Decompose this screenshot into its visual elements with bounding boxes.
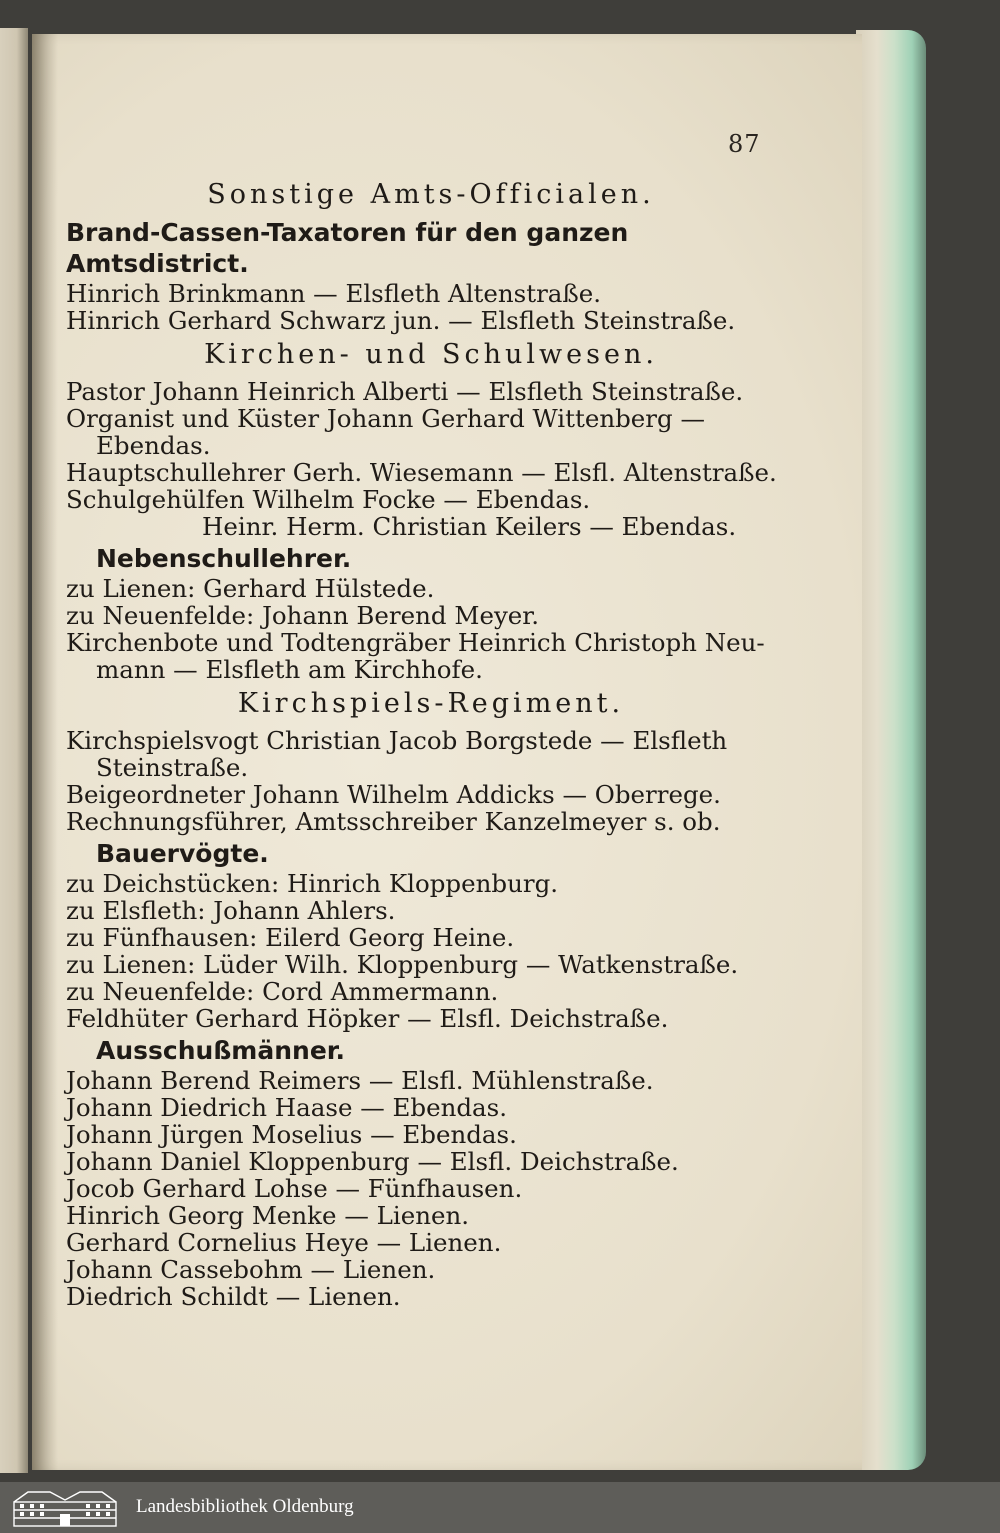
ausschussmaenner-heading: Ausschußmänner. <box>96 1036 346 1065</box>
text-line: Beigeordneter Johann Wilhelm Addicks — Oberrege. <box>66 780 721 809</box>
text-line: Organist und Küster Johann Gerhard Wittenberg — <box>66 404 705 433</box>
text-line: Hauptschullehrer Gerh. Wiesemann — Elsfl. Altenstraße. <box>66 458 777 487</box>
text-line: zu Deichstücken: Hinrich Kloppenburg. <box>66 869 559 898</box>
text-line: Hinrich Georg Menke — Lienen. <box>66 1201 470 1230</box>
text-line: Johann Jürgen Moselius — Ebendas. <box>66 1120 517 1149</box>
page-content <box>66 174 796 1310</box>
text-line: Schulgehülfen Wilhelm Focke — Ebendas. <box>66 485 591 514</box>
text-line: Johann Berend Reimers — Elsfl. Mühlenstraße. <box>66 1066 654 1095</box>
viewer-footer <box>0 1482 1000 1533</box>
brand-cassen-heading-cont: Amtsdistrict. <box>66 249 249 278</box>
text-line: Hinrich Gerhard Schwarz jun. — Elsfleth Steinstraße. <box>66 306 736 335</box>
section-heading-kirchen: Kirchen- und Schulwesen. <box>204 339 658 370</box>
section-heading-kirchspiels: Kirchspiels-Regiment. <box>237 688 625 719</box>
text-line: Johann Daniel Kloppenburg — Elsfl. Deichstraße. <box>66 1147 679 1176</box>
text-line: Johann Cassebohm — Lienen. <box>66 1255 436 1284</box>
text-line: Pastor Johann Heinrich Alberti — Elsfleth Steinstraße. <box>66 377 744 406</box>
text-line: Feldhüter Gerhard Höpker — Elsfl. Deichstraße. <box>66 1004 669 1033</box>
left-page-edge <box>0 28 28 1473</box>
section-heading-sonstige: Sonstige Amts-Officialen. <box>207 179 655 210</box>
text-line: zu Lienen: Lüder Wilh. Kloppenburg — Watkenstraße. <box>66 950 739 979</box>
text-line: Johann Diedrich Haase — Ebendas. <box>66 1093 508 1122</box>
text-line: Gerhard Cornelius Heye — Lienen. <box>66 1228 502 1257</box>
text-line: Diedrich Schildt — Lienen. <box>66 1282 401 1311</box>
text-line: Kirchenbote und Todtengräber Heinrich Christoph Neu- <box>66 628 765 657</box>
text-line: zu Neuenfelde: Cord Ammermann. <box>66 977 499 1006</box>
text-line: zu Fünfhausen: Eilerd Georg Heine. <box>66 923 515 952</box>
right-page-edges <box>856 30 926 1470</box>
text-line: Jocob Gerhard Lohse — Fünfhausen. <box>66 1174 523 1203</box>
text-line: Ebendas. <box>96 431 211 460</box>
text-line: zu Lienen: Gerhard Hülstede. <box>66 574 435 603</box>
library-building-icon <box>10 1488 120 1528</box>
page-gutter <box>32 34 58 1470</box>
text-line: Rechnungsführer, Amtsschreiber Kanzelmeyer s. ob. <box>66 807 721 836</box>
nebenschullehrer-heading: Nebenschullehrer. <box>96 544 352 573</box>
text-line: zu Elsfleth: Johann Ahlers. <box>66 896 396 925</box>
page-number: 87 <box>728 130 761 158</box>
library-name: Landesbibliothek Oldenburg <box>136 1496 354 1517</box>
text-line: mann — Elsfleth am Kirchhofe. <box>96 655 483 684</box>
book-page <box>32 34 862 1470</box>
text-line: Heinr. Herm. Christian Keilers — Ebendas. <box>202 512 737 541</box>
text-line: Steinstraße. <box>96 753 249 782</box>
text-line: Hinrich Brinkmann — Elsfleth Altenstraße. <box>66 279 602 308</box>
text-line: Kirchspielsvogt Christian Jacob Borgstede — Elsfleth <box>66 726 728 755</box>
text-line: zu Neuenfelde: Johann Berend Meyer. <box>66 601 540 630</box>
bauervoegte-heading: Bauervögte. <box>96 839 269 868</box>
brand-cassen-heading: Brand-Cassen-Taxatoren für den ganzen <box>66 218 629 247</box>
